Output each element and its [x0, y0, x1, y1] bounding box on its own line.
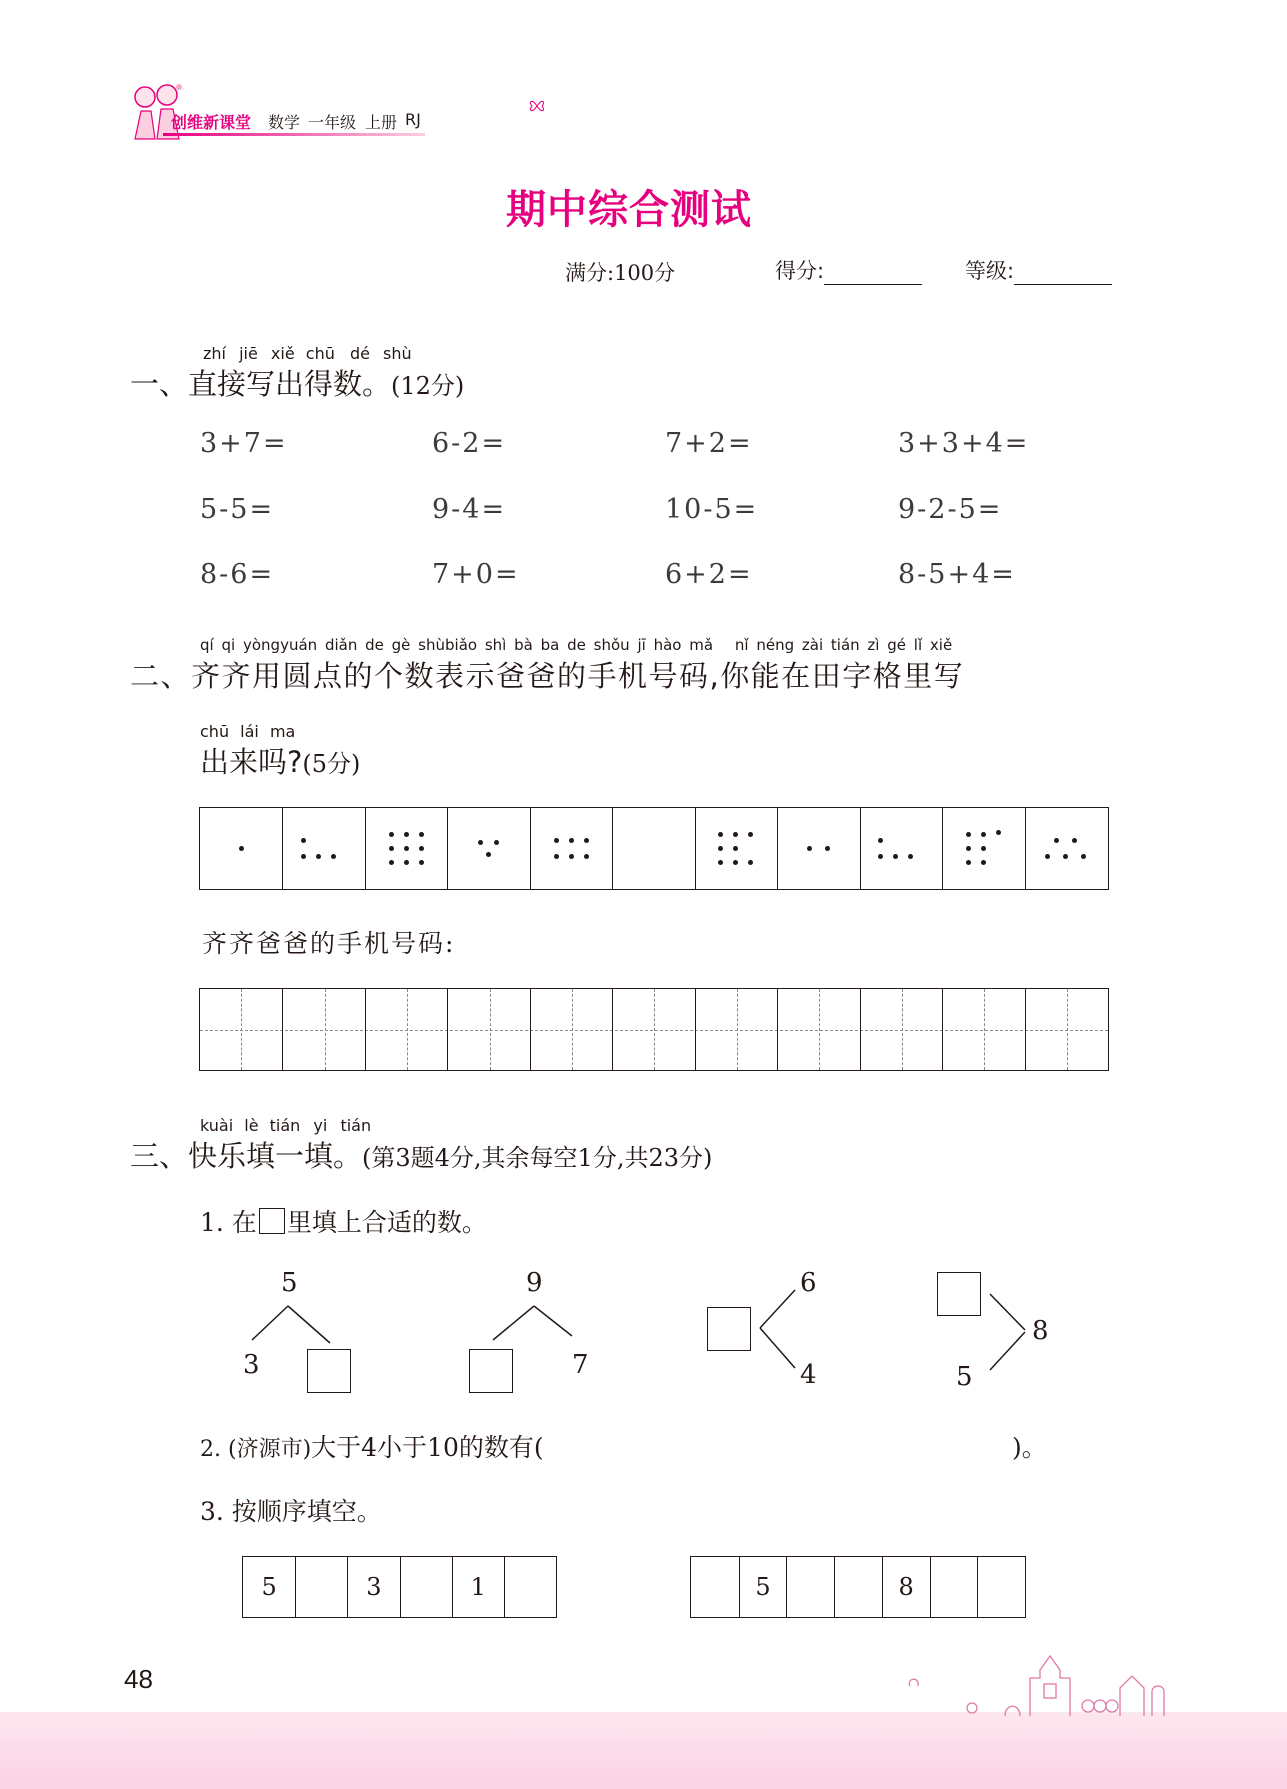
tree-branch: [288, 1306, 330, 1343]
tree3-answer-box[interactable]: [707, 1307, 751, 1351]
pinyin: zì: [867, 636, 880, 654]
sequence-blank[interactable]: [930, 1557, 978, 1617]
calc-problem[interactable]: 6+2=: [665, 559, 753, 590]
sequence-number: 5: [739, 1557, 787, 1617]
pinyin: qí: [200, 636, 214, 654]
pinyin: yuán: [280, 636, 318, 654]
tree-branch: [990, 1294, 1025, 1330]
tree1-answer-box[interactable]: [307, 1349, 351, 1393]
sequence-row-1: [242, 1556, 557, 1618]
tree2-top: 9: [526, 1268, 543, 1298]
section-title-cont: 出来吗?: [200, 745, 303, 779]
pinyin: néng: [756, 636, 795, 654]
question-2-end: )。: [1012, 1433, 1047, 1462]
tree3-lower: 4: [800, 1360, 817, 1390]
question-2-text: 大于4小于10的数有(: [311, 1433, 544, 1462]
edition-label: RJ: [405, 110, 421, 129]
pinyin: ba: [540, 636, 560, 654]
pinyin: diǎn: [324, 636, 358, 654]
castle-decoration-icon: [880, 1648, 1170, 1718]
sequence-number: 3: [347, 1557, 399, 1617]
calc-problem[interactable]: 3+7=: [200, 428, 288, 459]
pinyin: bà: [514, 636, 533, 654]
question-2-blank[interactable]: [680, 1428, 1010, 1462]
sequence-blank[interactable]: [977, 1557, 1025, 1617]
question-3: 3. 按顺序填空。: [200, 1497, 382, 1526]
pinyin: chū: [200, 722, 230, 741]
section-points: (5分): [302, 750, 361, 778]
pinyin: yòng: [242, 636, 281, 654]
sequence-blank[interactable]: [691, 1557, 739, 1617]
pinyin: xiě: [929, 636, 953, 654]
pinyin: tián: [830, 636, 860, 654]
pinyin: zài: [801, 636, 824, 654]
pinyin: jiē: [239, 344, 258, 363]
pinyin: shǒu: [593, 636, 630, 654]
brand-name: 创维新课堂: [171, 113, 252, 132]
pinyin: lǐ: [913, 636, 923, 654]
sequence-blank[interactable]: [786, 1557, 834, 1617]
tree-branch: [990, 1332, 1025, 1370]
pinyin: shù: [383, 344, 412, 363]
tree-branch: [760, 1328, 795, 1368]
tree2-answer-box[interactable]: [469, 1349, 513, 1393]
calc-problem[interactable]: 5-5=: [200, 494, 275, 525]
pinyin: qi: [221, 636, 236, 654]
calc-problem[interactable]: 9-4=: [432, 494, 507, 525]
phone-answer-label: 齐齐爸爸的手机号码:: [202, 929, 456, 958]
question-2: [200, 1428, 544, 1464]
pinyin: tián: [340, 1116, 372, 1135]
pinyin: de: [365, 636, 384, 654]
calc-problem[interactable]: 10-5=: [665, 494, 759, 525]
pinyin: jī: [637, 636, 646, 654]
section-number: 二、: [130, 659, 192, 693]
tree-branch: [252, 1306, 288, 1340]
sequence-number: 5: [261, 1573, 277, 1601]
tree1-top: 5: [281, 1268, 298, 1298]
sequence-row-2: [690, 1556, 1026, 1618]
section-points: (第3题4分,其余每空1分,共23分): [362, 1144, 713, 1172]
full-marks: 满分:100分: [565, 261, 676, 285]
question-1-text: 里填上合适的数。: [286, 1208, 487, 1237]
section-title: 快乐填一填。: [188, 1139, 363, 1173]
sequence-number: 8: [882, 1557, 930, 1617]
sequence-blank[interactable]: [834, 1557, 882, 1617]
pinyin: ma: [269, 722, 296, 741]
tree4-lower: 5: [956, 1362, 973, 1392]
pinyin: nǐ: [734, 636, 749, 654]
pinyin: hào: [653, 636, 682, 654]
page-number: 48: [124, 1664, 153, 1694]
tree-branch: [493, 1306, 534, 1340]
pinyin: yi: [313, 1116, 328, 1135]
pinyin: lè: [244, 1116, 259, 1135]
pinyin: gè: [391, 636, 411, 654]
subject-label: 数学: [268, 113, 301, 132]
tree-branch: [534, 1306, 572, 1336]
calc-problem[interactable]: 6-2=: [432, 428, 507, 459]
calc-problem[interactable]: 7+2=: [665, 428, 753, 459]
tree4-answer-box[interactable]: [937, 1272, 981, 1316]
tree3-upper: 6: [800, 1268, 817, 1298]
tree2-right: 7: [572, 1350, 589, 1380]
pinyin: dé: [349, 344, 370, 363]
grade-label: 一年级: [308, 113, 357, 132]
section-title: 直接写出得数。: [188, 367, 392, 401]
sequence-blank[interactable]: [400, 1557, 452, 1617]
tree1-left: 3: [243, 1350, 260, 1380]
calc-problem[interactable]: 7+0=: [432, 559, 520, 590]
pinyin: gé: [887, 636, 906, 654]
calc-problem[interactable]: 3+3+4=: [898, 428, 1030, 459]
question-1-label: 1. 在: [200, 1208, 257, 1237]
calc-problem[interactable]: 9-2-5=: [898, 494, 1003, 525]
pinyin: mǎ: [689, 636, 714, 654]
calc-problem[interactable]: 8-6=: [200, 559, 275, 590]
pinyin: chū: [305, 344, 335, 363]
tree-branch: [760, 1290, 795, 1328]
pinyin: kuài: [200, 1116, 234, 1135]
page-title: 期中综合测试: [506, 187, 752, 233]
volume-label: 上册: [365, 113, 398, 132]
pinyin: shì: [484, 636, 507, 654]
pinyin: xiě: [270, 344, 295, 363]
section-title: 齐齐用圆点的个数表示爸爸的手机号码,你能在田字格里写: [191, 659, 965, 693]
section-points: (12分): [391, 372, 465, 400]
calc-problem[interactable]: 8-5+4=: [898, 559, 1016, 590]
pinyin: lái: [240, 722, 259, 741]
pinyin: shù: [418, 636, 446, 654]
grade-field-label: 等级:: [965, 259, 1015, 283]
pinyin: zhí: [203, 344, 226, 363]
section-number: 一、: [130, 367, 189, 401]
pinyin: tián: [269, 1116, 301, 1135]
sequence-blank[interactable]: [504, 1557, 556, 1617]
score-label: 得分:: [775, 259, 825, 283]
section-number: 三、: [130, 1139, 189, 1173]
question-2-prefix: 2. (济源市): [200, 1437, 312, 1462]
sequence-number: 1: [452, 1557, 504, 1617]
tree4-right: 8: [1032, 1316, 1049, 1346]
pinyin: de: [567, 636, 586, 654]
footer-band: [0, 1712, 1287, 1789]
pinyin: biǎo: [445, 636, 478, 654]
sequence-blank[interactable]: [295, 1557, 347, 1617]
